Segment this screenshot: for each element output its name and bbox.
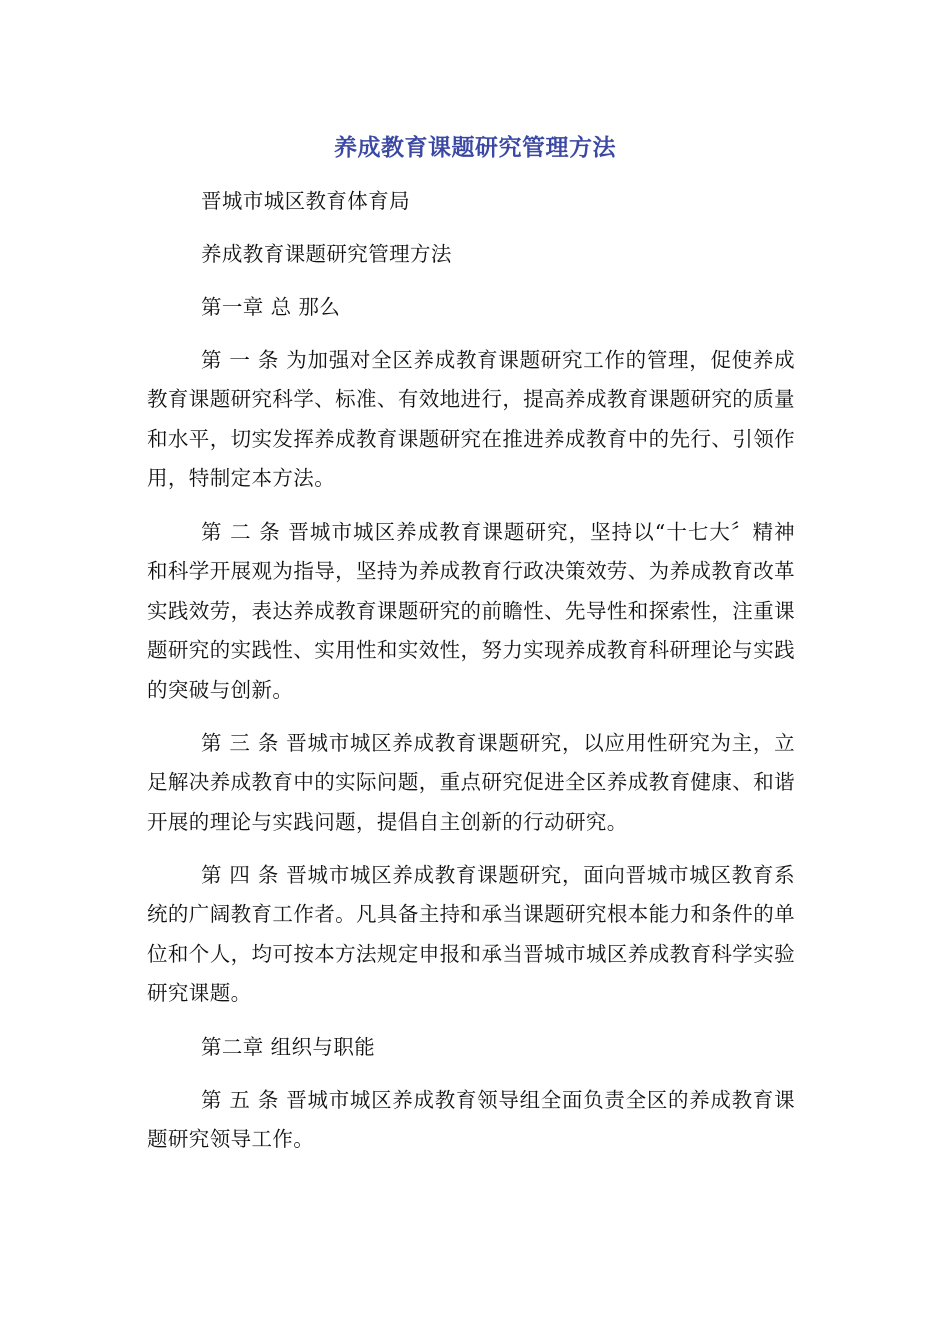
article-3: 第 三 条 晋城市城区养成教育课题研究，以应用性研究为主，立足解决养成教育中的实际问题，重点研究促进全区养成教育健康、和谐开展的理论与实践问题，提倡自主创新的行动研究。: [147, 731, 795, 834]
article-5: 第 五 条 晋城市城区养成教育领导组全面负责全区的养成教育课题研究领导工作。: [147, 1088, 795, 1152]
chapter-heading-1: 第一章 总 那么: [201, 295, 341, 319]
issuing-agency: 晋城市城区教育体育局: [201, 189, 410, 213]
article-4: 第 四 条 晋城市城区养成教育课题研究，面向晋城市城区教育系统的广阔教育工作者。凡具备主持和承当课题研究根本能力和条件的单位和个人，均可按本方法规定申报和承当晋城市城区养成教育科学实验研究课题。: [147, 863, 795, 1006]
chapter-heading-2: 第二章 组织与职能: [201, 1035, 376, 1059]
subtitle: 养成教育课题研究管理方法: [201, 242, 452, 266]
document-title: 养成教育课题研究管理方法: [334, 135, 616, 161]
article-2: 第 二 条 晋城市城区养成教育课题研究，坚持以“十七大〞精神和科学开展观为指导，坚持为养成教育行政决策效劳、为养成教育改革实践效劳，表达养成教育课题研究的前瞻性、先导性和探索性，注重课题研究的实践性、实用性和实效性，努力实现养成教育科研理论与实践的突破与创新。: [147, 520, 795, 702]
article-1: 第 一 条 为加强对全区养成教育课题研究工作的管理，促使养成教育课题研究科学、标准、有效地进行，提高养成教育课题研究的质量和水平，切实发挥养成教育课题研究在推进养成教育中的先行、引领作用，特制定本方法。: [147, 348, 795, 491]
